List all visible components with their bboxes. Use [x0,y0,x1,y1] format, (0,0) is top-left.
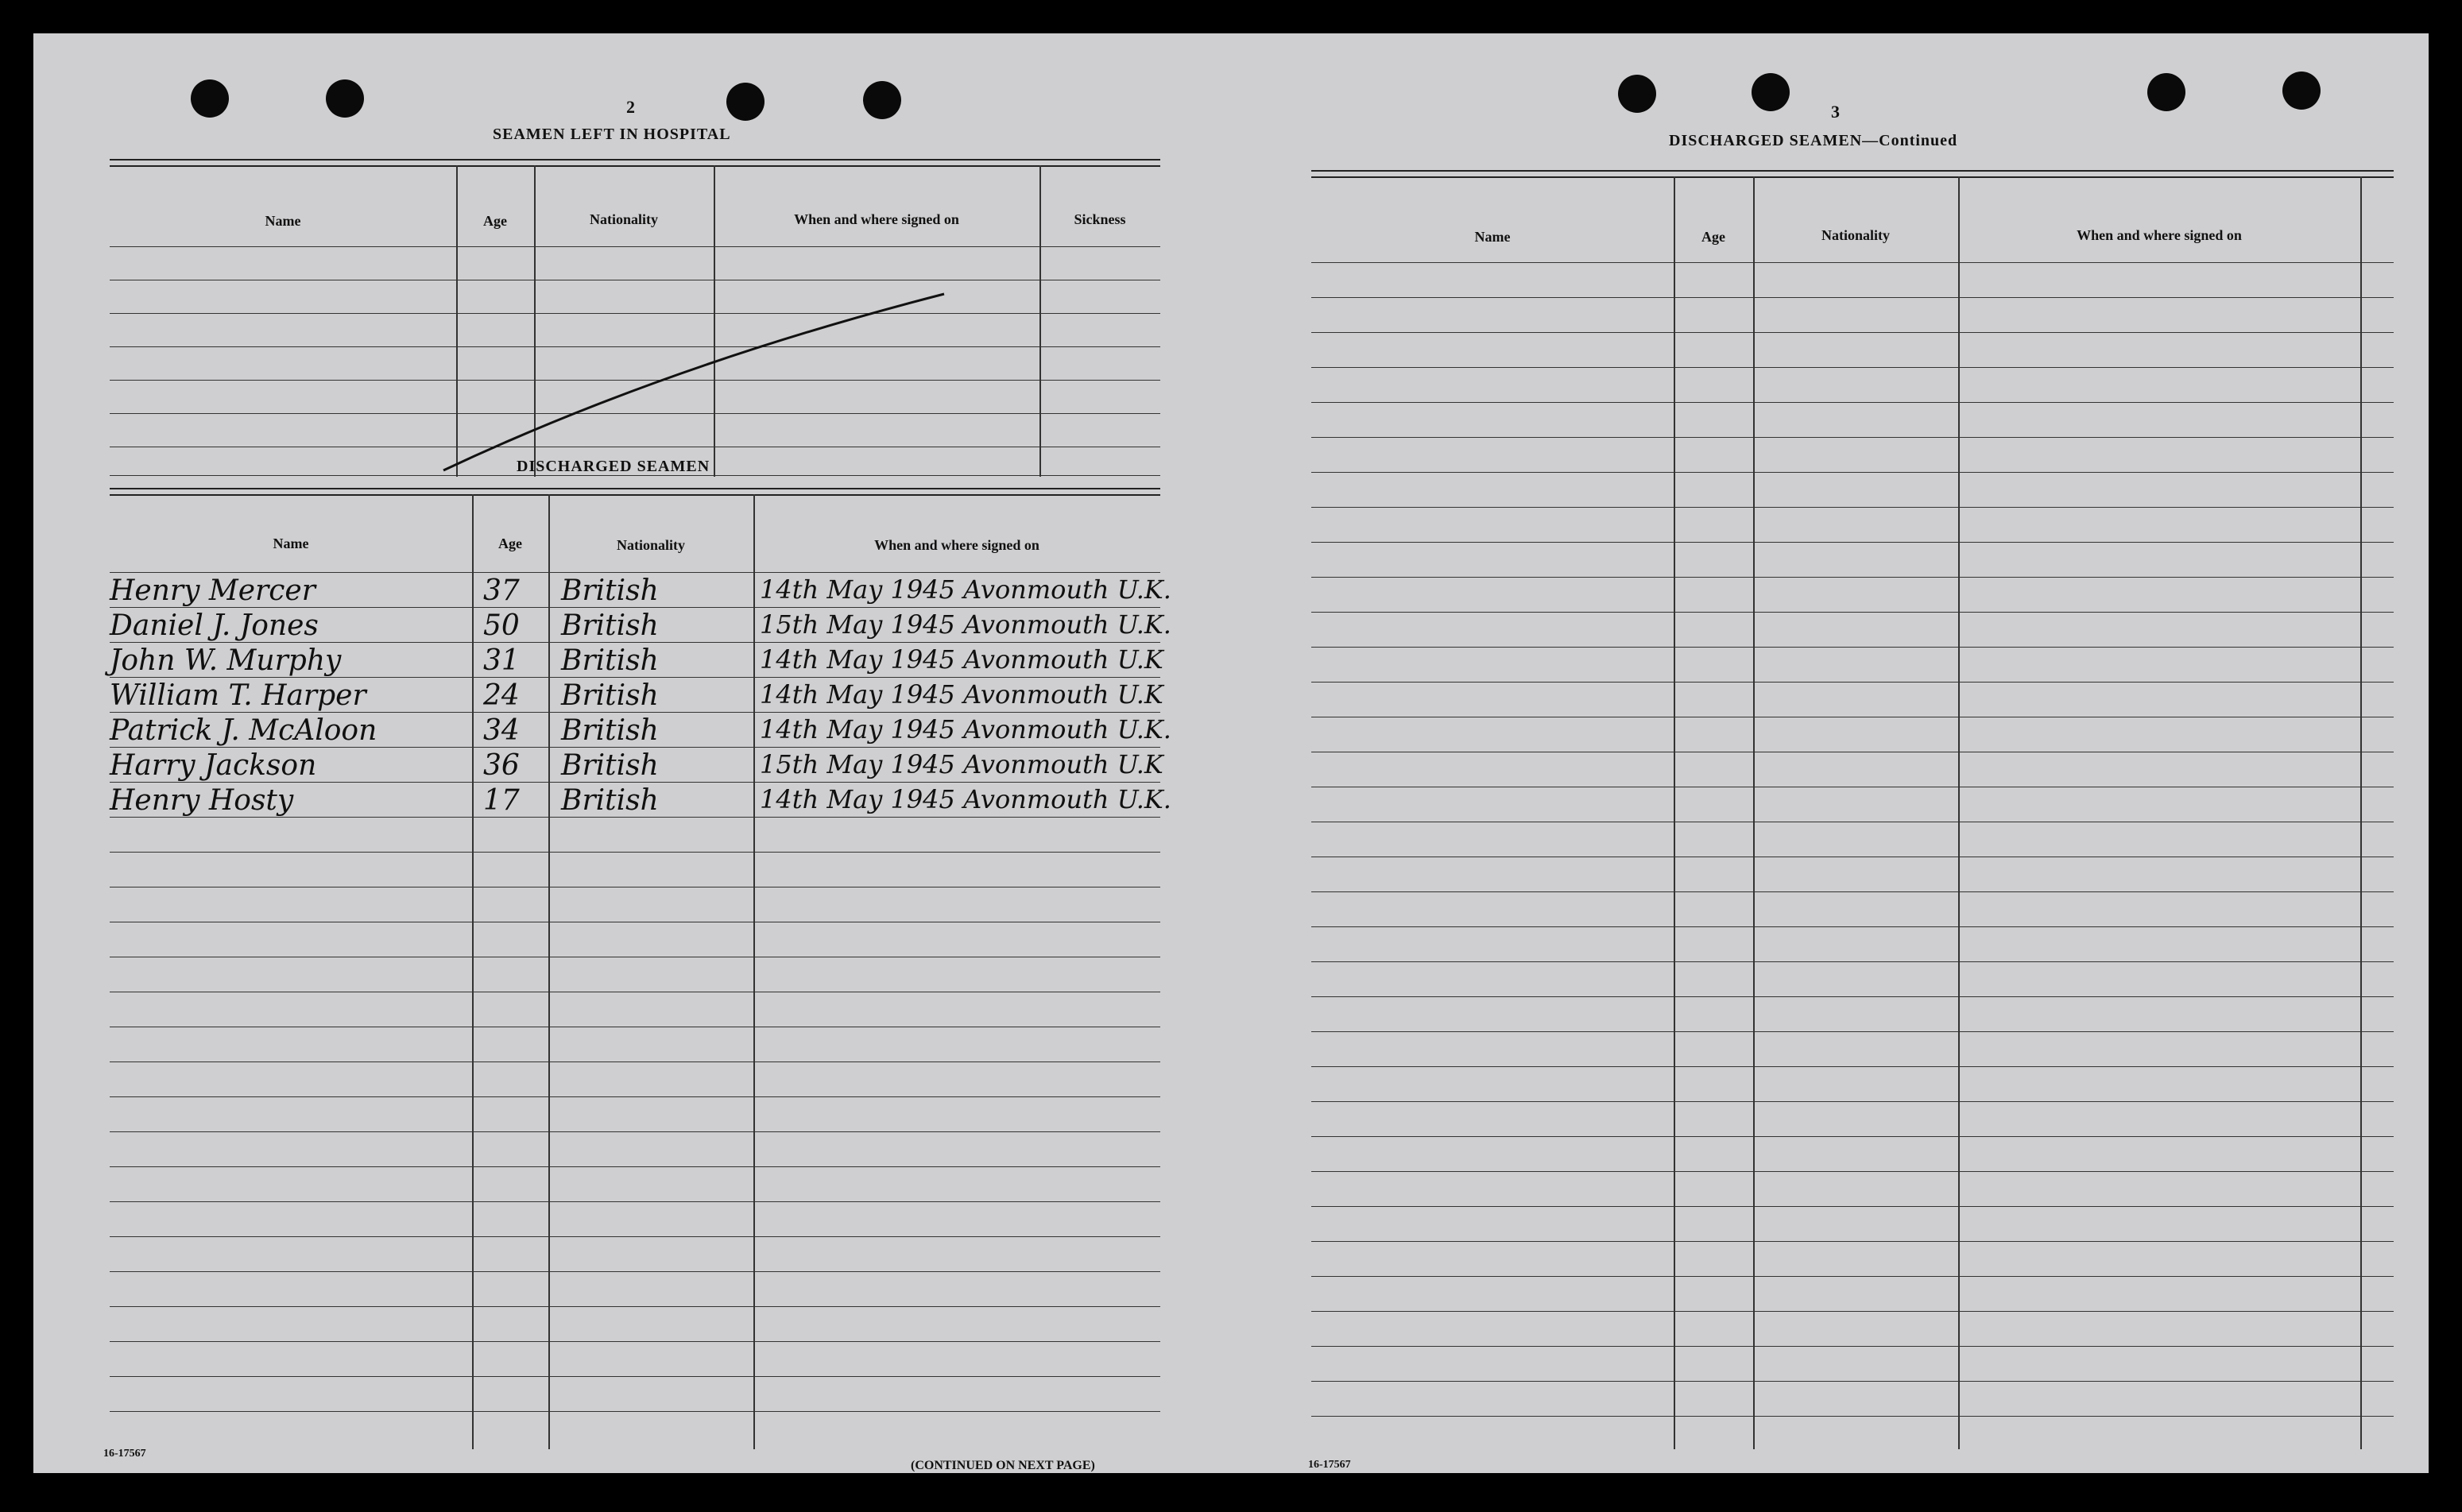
binder-hole [863,81,901,119]
ruled-line [1311,961,2394,962]
table-row [110,644,1163,680]
ruled-line [1311,402,2394,403]
seaman-age: 24 [483,679,520,712]
seaman-nationality: British [561,679,659,712]
ruled-line [110,1201,1160,1202]
ruled-line [110,852,1160,853]
seaman-name: William T. Harper [110,679,366,712]
table-row [110,574,1171,610]
ruled-line [1311,1206,2394,1207]
document-sheet [33,33,2429,1473]
table-row [110,609,1171,645]
ruled-line [1311,1101,2394,1102]
seaman-nationality: British [561,574,659,607]
binder-hole [2147,73,2185,111]
ruled-line [110,572,1160,573]
ruled-line [1311,1066,2394,1067]
seaman-name: John W. Murphy [110,644,342,677]
col-header-name: Name [1474,229,1511,245]
table-row [110,679,1163,715]
seaman-name: Harry Jackson [110,749,317,782]
continued-section-title: DISCHARGED SEAMEN—Continued [1669,132,1958,149]
ruled-line [1311,1171,2394,1172]
hospital-section-title: SEAMEN LEFT IN HOSPITAL [493,126,731,143]
col-header-signed-on: When and where signed on [874,537,1039,553]
seaman-nationality: British [561,749,659,782]
col-header-age: Age [483,213,507,229]
binder-hole [1618,75,1656,113]
ruled-line [110,1061,1160,1062]
ruled-line [1311,542,2394,543]
binder-hole [1752,73,1790,111]
ruled-line [1311,262,2394,263]
ruled-line [1311,1381,2394,1382]
form-number: 16-17567 [103,1448,146,1460]
hospital-table [110,159,1160,477]
ruled-line [1311,1136,2394,1137]
col-header-nationality: Nationality [616,537,685,553]
ruled-line [1311,926,2394,927]
ruled-line [1311,1031,2394,1032]
ruled-line [110,1271,1160,1272]
ruled-line [1311,332,2394,333]
ruled-line [1311,297,2394,298]
ruled-line [110,1376,1160,1377]
seaman-age: 17 [483,784,520,817]
seaman-signed-on: 14th May 1945 Avonmouth U.K. [760,574,1171,605]
seaman-signed-on: 15th May 1945 Avonmouth U.K. [760,609,1171,640]
col-header-age: Age [498,536,522,551]
ruled-line [1311,891,2394,892]
seaman-age: 34 [483,714,520,747]
ruled-line [1311,647,2394,648]
seaman-nationality: British [561,784,659,817]
binder-hole [191,79,229,118]
col-header-age: Age [1701,229,1725,245]
ruled-line [110,1131,1160,1132]
void-line-stroke [110,159,1160,477]
seaman-name: Henry Mercer [110,574,315,607]
seaman-age: 36 [483,749,520,782]
seaman-name: Patrick J. McAloon [110,714,377,747]
ruled-line [110,1166,1160,1167]
page-number: 3 [1831,102,1840,122]
table-row [110,749,1163,785]
ruled-line [110,1341,1160,1342]
binder-hole [726,83,765,121]
table-row [110,784,1171,820]
col-header-signed-on: When and where signed on [794,211,959,227]
col-header-sickness: Sickness [1074,211,1126,227]
seaman-signed-on: 14th May 1945 Avonmouth U.K. [760,714,1171,744]
ruled-line [1311,437,2394,438]
col-header-nationality: Nationality [1821,227,1890,243]
col-header-name: Name [273,536,309,551]
seaman-signed-on: 14th May 1945 Avonmouth U.K. [760,784,1171,814]
discharged-section-title: DISCHARGED SEAMEN [517,458,710,475]
ruled-line [1311,507,2394,508]
seaman-age: 31 [483,644,520,677]
page-number: 2 [626,97,635,117]
ruled-line [110,1411,1160,1412]
ruled-line [1311,1276,2394,1277]
seaman-nationality: British [561,714,659,747]
ruled-line [1311,577,2394,578]
ruled-line [1311,472,2394,473]
ruled-line [110,1306,1160,1307]
seaman-nationality: British [561,644,659,677]
seaman-signed-on: 14th May 1945 Avonmouth U.K [760,644,1163,675]
seaman-signed-on: 15th May 1945 Avonmouth U.K [760,749,1163,779]
col-header-signed-on: When and where signed on [2077,227,2242,243]
col-header-name: Name [265,213,301,229]
seaman-nationality: British [561,609,659,642]
discharged-table [110,488,1171,1449]
col-header-nationality: Nationality [589,211,658,227]
table-row [110,714,1171,750]
ruled-line [1311,682,2394,683]
binder-hole [2282,72,2321,110]
seaman-name: Daniel J. Jones [110,609,319,642]
form-number: 16-17567 [1308,1459,1351,1471]
ruled-line [1311,1346,2394,1347]
ruled-line [1311,1241,2394,1242]
ruled-line [110,1096,1160,1097]
ruled-line [110,1236,1160,1237]
seaman-age: 37 [483,574,520,607]
binder-hole [326,79,364,118]
seaman-age: 50 [483,609,520,642]
ruled-line [1311,612,2394,613]
seaman-signed-on: 14th May 1945 Avonmouth U.K [760,679,1163,710]
continued-note: (CONTINUED ON NEXT PAGE) [911,1459,1095,1472]
seaman-name: Henry Hosty [110,784,294,817]
ruled-line [1311,1416,2394,1417]
ruled-line [1311,367,2394,368]
ruled-line [1311,1311,2394,1312]
continued-table [1311,170,2394,1449]
ruled-line [1311,996,2394,997]
